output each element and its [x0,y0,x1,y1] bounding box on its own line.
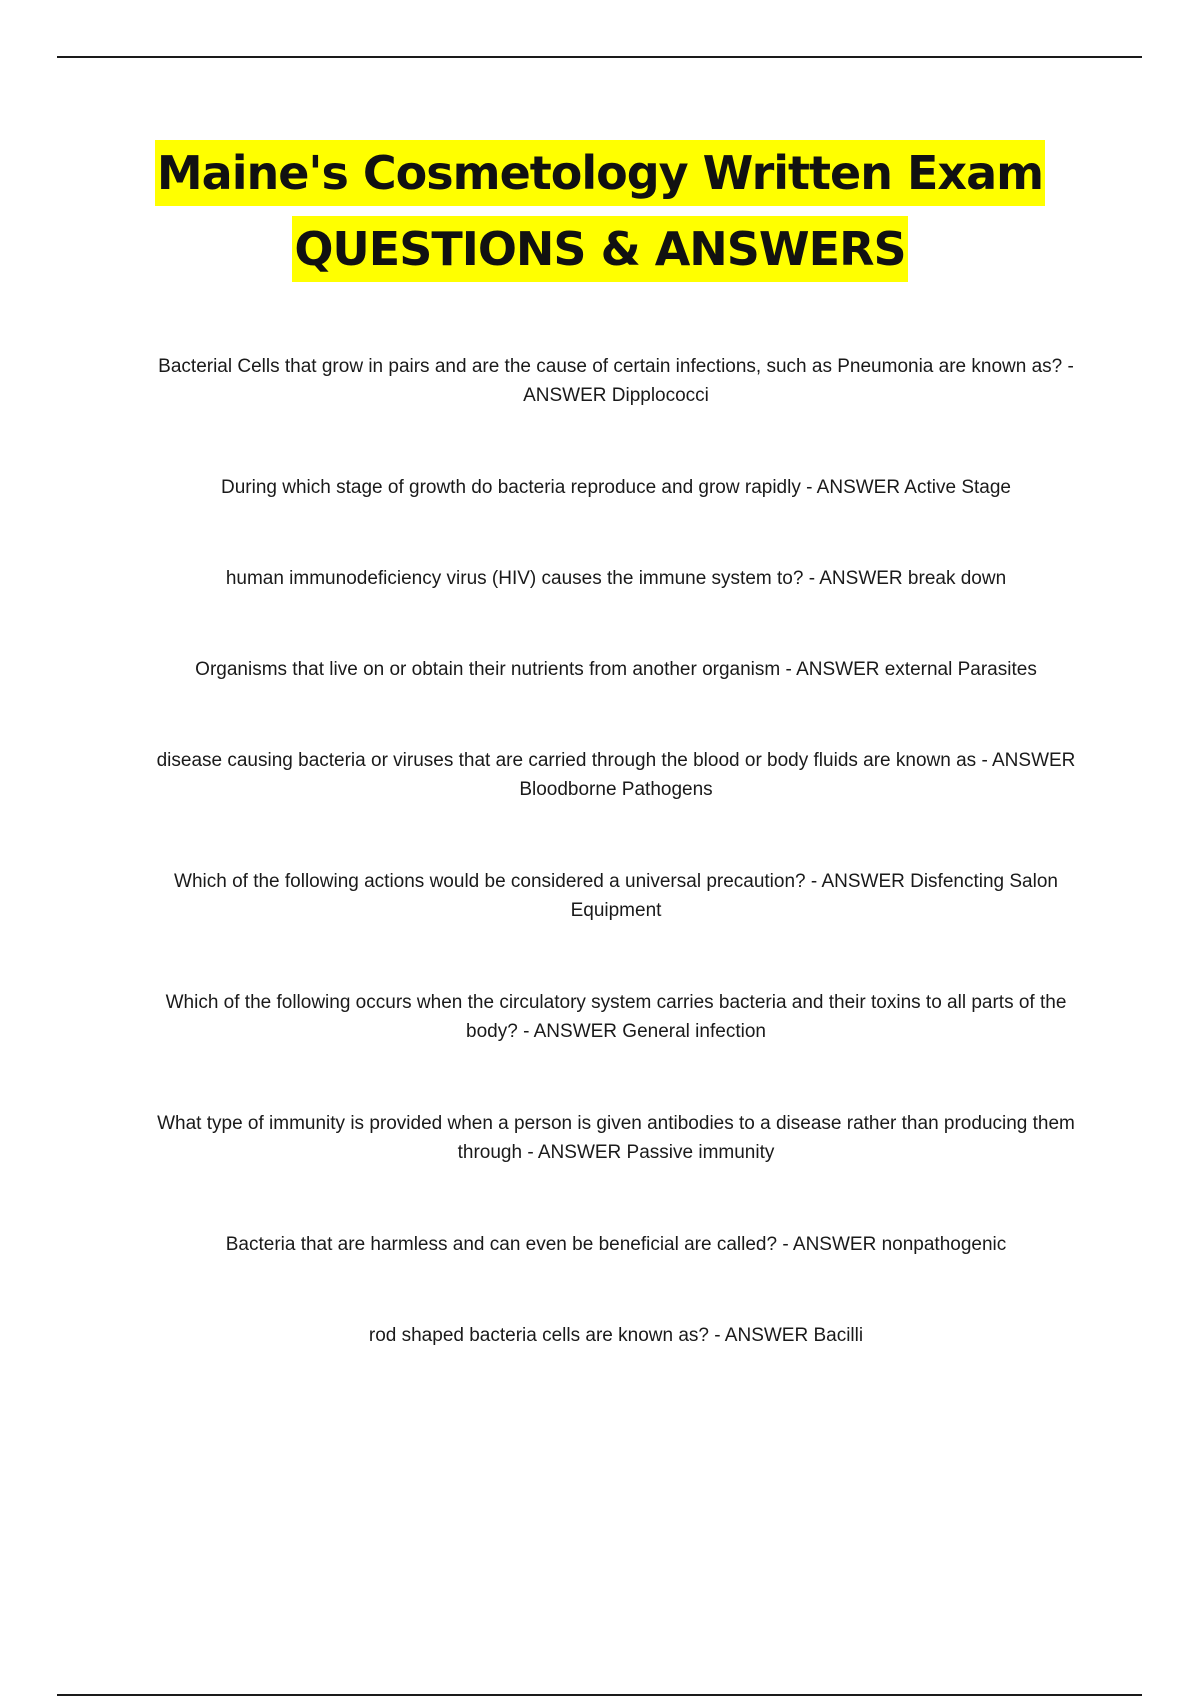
qa-item: Which of the following actions would be considered a universal precaution? - ANSWER Disfencting Salon Equipment [174,871,1058,921]
qa-item: Which of the following occurs when the circulatory system carries bacteria and their toxins to all parts of the body? - ANSWER General infection [165,992,1067,1042]
title-line-1: Maine's Cosmetology Written Exam [155,140,1045,206]
qa-list [140,352,1092,1412]
qa-item: disease causing bacteria or viruses that are carried through the blood or body fluids are known as - ANSWER Bloodborne Pathogens [156,750,1076,800]
document-title [0,140,1200,282]
top-horizontal-rule [57,56,1142,58]
title-line-2: QUESTIONS & ANSWERS [292,216,907,282]
qa-item: What type of immunity is provided when a person is given antibodies to a disease rather than producing them through - ANSWER Passive immunity [157,1113,1075,1163]
qa-item: Bacterial Cells that grow in pairs and are the cause of certain infections, such as Pneumonia are known as? - ANSWER Dipplococci [158,356,1074,406]
qa-item: Organisms that live on or obtain their nutrients from another organism - ANSWER external Parasites [195,659,1037,680]
qa-item: rod shaped bacteria cells are known as? - ANSWER Bacilli [368,1325,864,1346]
qa-item: Bacteria that are harmless and can even be beneficial are called? - ANSWER nonpathogenic [225,1234,1007,1255]
qa-item: human immunodeficiency virus (HIV) causes the immune system to? - ANSWER break down [225,568,1007,589]
qa-item: During which stage of growth do bacteria reproduce and grow rapidly - ANSWER Active Stage [221,477,1011,498]
bottom-horizontal-rule [57,1694,1142,1696]
